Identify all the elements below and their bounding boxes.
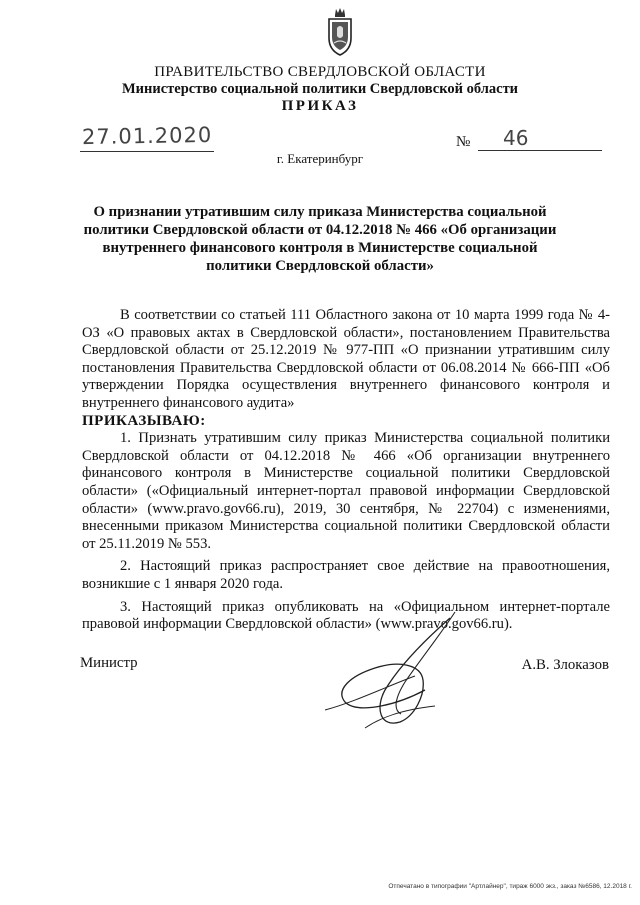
order-item-2: 2. Настоящий приказ распространяет свое действие на правоотношения, возникшие с 1 января 2020 года. — [82, 558, 610, 592]
number-label: № — [456, 134, 471, 150]
print-footer: Отпечатано в типографии "Артлайнер", тираж 6000 экз., заказ №6586, 12.2018 г. — [388, 883, 632, 890]
preamble: В соответствии со статьей 111 Областного закона от 10 марта 1999 года № 4-ОЗ «О правовых актах в Свердловской области», постановлением Правительства Свердловской области от 25.12.2019 № 977-ПП «О признании утратившим силу постановления Правительства Свердловской области от 06.08.2014 № 666-ПП «Об утверждении Порядка осуществления внутреннего финансового контроля и внутреннего финансового аудита» — [82, 307, 610, 411]
ministry-name: Министерство социальной политики Свердловской области — [121, 81, 519, 97]
city: г. Екатеринбург — [276, 151, 364, 166]
government-name: ПРАВИТЕЛЬСТВО СВЕРДЛОВСКОЙ ОБЛАСТИ — [154, 64, 486, 80]
document-type: ПРИКАЗ — [281, 98, 359, 114]
signer-name: А.В. Злоказов — [521, 657, 609, 673]
document-body — [82, 307, 610, 634]
document-title: О признании утратившим силу приказа Министерства социальной политики Свердловской области от 04.12.2018 № 466 «Об организации внутреннего финансового контроля в Министерстве социальной политики Свердловской области» — [83, 204, 557, 274]
order-item-3: 3. Настоящий приказ опубликовать на «Официальном интернет-портале правовой информации Свердловской области» (www.pravo.gov66.ru). — [82, 598, 610, 633]
coat-of-arms-icon — [325, 6, 355, 58]
signer-position: Министр — [80, 655, 138, 671]
order-item-1: 1. Признать утратившим силу приказ Министерства социальной политики Свердловской области от 04.12.2018 № 466 «Об организации внутреннего финансового контроля в Министерстве социальной политики Свердловской области» («Официальный интернет-портал правовой информации Свердловской области» (www.pravo.gov66.ru), 2019, 30 сентября, № 22704) с изменениями, внесенными приказом Министерства социальной политики Свердловской области от 25.11.2019 № 553. — [82, 430, 610, 552]
handwritten-signature — [305, 610, 475, 740]
order-number: 46 — [503, 126, 529, 150]
order-date: 27.01.2020 — [81, 122, 213, 150]
command-word: ПРИКАЗЫВАЮ: — [82, 412, 206, 429]
